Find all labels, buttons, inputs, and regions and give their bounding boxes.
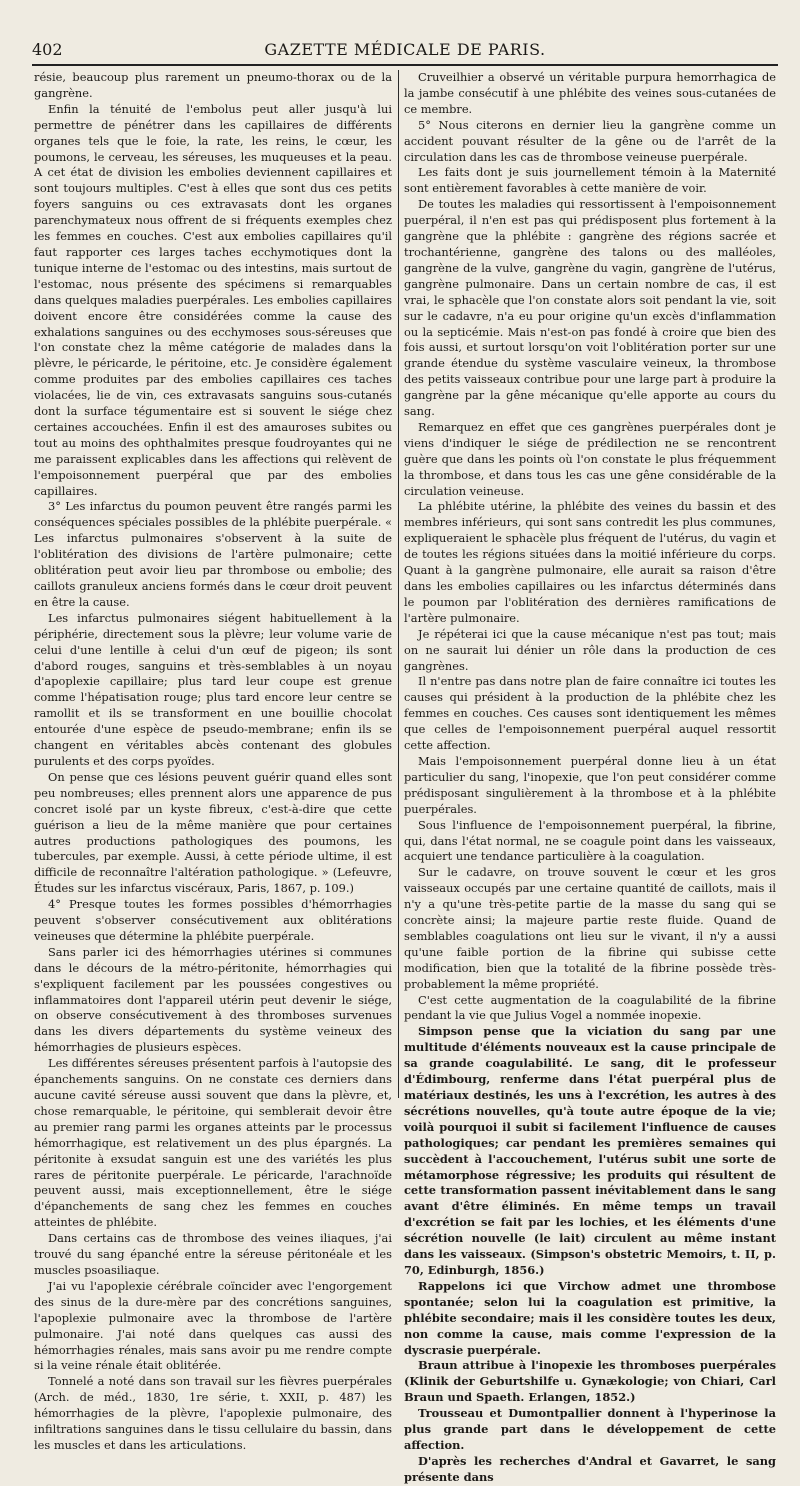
paragraph: On pense que ces lésions peuvent guérir quand elles sont peu nombreuses; elles prennent alors une apparence de pus concret isolé par un kyste fibreux, c'est-à-dire que cette guérison a lieu de la même manière que pour certaines autres productions pathologiques des poumons, les tubercules, par exemple. Aussi, à cette période ultime, il est difficile de reconnaître l'altération pathologique. » (Lefeuvre, Études sur les infarctus viscéraux, Paris, 1867, p. 109.) — [34, 769, 392, 896]
paragraph: Les infarctus pulmonaires siégent habituellement à la périphérie, directement sous la plèvre; leur volume varie de celui d'une lentille à celui d'un œuf de pigeon; ils sont d'abord rouges, sanguins et très-semblables à un noyau d'apoplexie capillaire; plus tard leur coupe est grenue comme l'hépatisation rouge; plus tard encore leur centre se ramollit et ils se transforment en une bouillie chocolat entourée d'une espèce de pseudo-membrane; enfin ils se changent en véritables abcès contenant des globules purulents et des corps pyoïdes. — [34, 610, 392, 768]
page-number: 402 — [32, 40, 63, 59]
paragraph: Sans parler ici des hémorrhagies utérines si communes dans le décours de la métro-péritonite, hémorrhagies qui s'expliquent facilement par les poussées congestives ou inflammatoires dont l'appareil utérin peut devenir le siége, on observe consécutivement à des thromboses survenues dans les divers départements du système veineux des hémorrhagies de plusieurs espèces. — [34, 944, 392, 1055]
paragraph: Sous l'influence de l'empoisonnement puerpéral, la fibrine, qui, dans l'état normal, ne se coagule point dans les vaisseaux, acquiert une tendance particulière à la coagulation. — [404, 817, 776, 864]
paragraph: Remarquez en effet que ces gangrènes puerpérales dont je viens d'indiquer le siége de prédilection ne se rencontrent guère que dans les points où l'on constate le plus fréquemment la thrombose, et dans tous les cas une gêne considérable de la circulation veineuse. — [404, 419, 776, 498]
paragraph: Mais l'empoisonnement puerpéral donne lieu à un état particulier du sang, l'inopexie, que l'on peut considérer comme prédisposant singulièrement à la thrombose et à la phlébite puerpérales. — [404, 753, 776, 816]
right-column — [404, 70, 776, 1484]
paragraph: 5° Nous citerons en dernier lieu la gangrène comme un accident pouvant résulter de la gêne ou de l'arrêt de la circulation dans les cas de thrombose veineuse puerpérale. — [404, 117, 776, 164]
paragraph: Sur le cadavre, on trouve souvent le cœur et les gros vaisseaux occupés par une certaine quantité de caillots, mais il n'y a qu'une très-petite partie de la masse du sang qui se concrète ainsi; la majeure partie reste fluide. Quand de semblables coagulations ont lieu sur le vivant, il n'y a aussi qu'une faible portion de la fibrine qui subisse cette modification, bien que la totalité de la fibrine possède très-probablement la même propriété. — [404, 865, 776, 991]
left-column — [34, 70, 392, 1452]
paragraph: Enfin la ténuité de l'embolus peut aller jusqu'à lui permettre de pénétrer dans les capillaires de différents organes tels que le foie, la rate, les reins, le cœur, les poumons, le cerveau, les séreuses, les muqueuses et la peau. A cet état de division les embolies deviennent capillaires et sont toujours multiples. C'est à elles que sont dus ces petits foyers sanguins ou ces extravasats dont les organes parenchymateux nous offrent de si fréquents exemples chez les femmes en couches. C'est aux embolies capillaires qu'il faut rapporter ces larges taches ecchymotiques dont la tunique interne de l'estomac ou des intestins, mais surtout de l'estomac, nous présente des spécimens si remarquables dans quelques maladies puerpérales. Les embolies capillaires doivent encore être considérées comme la cause des exhalations sanguines ou des ecchymoses sous-séreuses que l'on constate chez la même catégorie de malades dans la plèvre, le péricarde, le péritoine, etc. Je considère également comme produites par des embolies capillaires ces taches violacées, lie de vin, ces extravasats sanguins sous-cutanés dont la surface tégumentaire est si souvent le siége chez certaines accouchées. Enfin il est des amauroses subites ou tout au moins des ophthalmites presque foudroyantes qui ne me paraissent explicables dans les affections qui relèvent de l'empoisonnement puerpéral que par des embolies capillaires. — [34, 101, 392, 498]
paragraph: Cruveilhier a observé un véritable purpura hemorrhagica de la jambe consécutif à une phlébite des veines sous-cutanées de ce membre. — [404, 70, 776, 116]
paragraph: Je répéterai ici que la cause mécanique n'est pas tout; mais on ne saurait lui dénier un rôle dans la production de ces gangrènes. — [404, 626, 776, 673]
paragraph: Rappelons ici que Virchow admet une thrombose spontanée; selon lui la coagulation est primitive, la phlébite secondaire; mais il les considère toutes les deux, non comme la cause, mais comme l'expression de la dyscrasie puerpérale. — [404, 1278, 776, 1357]
paragraph: D'après les recherches d'Andral et Gavarret, le sang présente dans — [404, 1453, 776, 1484]
page-header — [32, 40, 778, 66]
paragraph: J'ai vu l'apoplexie cérébrale coïncider avec l'engorgement des sinus de la dure-mère par des concrétions sanguines, l'apoplexie pulmonaire avec la thrombose de l'artère pulmonaire. J'ai noté dans quelques cas aussi des hémorrhagies rénales, mais sans avoir pu me rendre compte si la veine rénale était oblitérée. — [34, 1278, 392, 1373]
journal-title: GAZETTE MÉDICALE DE PARIS. — [264, 40, 546, 59]
paragraph: 4° Presque toutes les formes possibles d'hémorrhagies peuvent s'observer consécutivement aux oblitérations veineuses que détermine la phlébite puerpérale. — [34, 897, 392, 943]
paragraph: Les faits dont je suis journellement témoin à la Maternité sont entièrement favorables à cette manière de voir. — [404, 165, 776, 196]
paragraph: Trousseau et Dumontpallier donnent à l'hyperinose la plus grande part dans le développement de cette affection. — [404, 1406, 776, 1452]
paragraph: Tonnelé a noté dans son travail sur les fièvres puerpérales (Arch. de méd., 1830, 1re série, t. XXII, p. 487) les hémorrhagies de la plèvre, l'apoplexie pulmonaire, des infiltrations sanguines dans le tissu cellulaire du bassin, dans les muscles et dans les articulations. — [34, 1374, 392, 1452]
paragraph: 3° Les infarctus du poumon peuvent être rangés parmi les conséquences spéciales possibles de la phlébite puerpérale. « Les infarctus pulmonaires s'observent à la suite de l'oblitération des divisions de l'artère pulmonaire; cette oblitération peut avoir lieu par thrombose ou embolie; des caillots granuleux anciens formés dans le cœur droit peuvent en être la cause. — [34, 499, 392, 609]
paragraph: C'est cette augmentation de la coagulabilité de la fibrine pendant la vie que Julius Vogel a nommée inopexie. — [404, 992, 776, 1023]
paragraph: Il n'entre pas dans notre plan de faire connaître ici toutes les causes qui président à la production de la phlébite chez les femmes en couches. Ces causes sont identiquement les mêmes que celles de l'empoisonnement puerpéral auquel ressortit cette affection. — [404, 674, 776, 753]
paragraph: De toutes les maladies qui ressortissent à l'empoisonnement puerpéral, il n'en est pas qui prédisposent plus fortement à la gangrène que la phlébite : gangrène des régions sacrée et trochantérienne, gangrène des talons ou des malléoles, gangrène de la vulve, gangrène du vagin, gangrène de l'utérus, gangrène pulmonaire. Dans un certain nombre de cas, il est vrai, le sphacèle que l'on constate alors soit pendant la vie, soit sur le cadavre, n'a eu pour origine qu'un excès d'inflammation ou la septicémie. Mais n'est-on pas fondé à croire que bien des fois aussi, et surtout lorsqu'on voit l'oblitération porter sur une grande étendue du système vasculaire veineux, la thrombose des petits vaisseaux contribue pour une large part à produire la gangrène par la gêne mécanique qu'elle apporte au cours du sang. — [404, 197, 776, 419]
paragraph: résie, beaucoup plus rarement un pneumo-thorax ou de la gangrène. — [34, 70, 392, 100]
paragraph: Braun attribue à l'inopexie les thromboses puerpérales (Klinik der Geburtshilfe u. Gynækologie; von Chiari, Carl Braun und Spaeth. Erlangen, 1852.) — [404, 1358, 776, 1405]
paragraph: La phlébite utérine, la phlébite des veines du bassin et des membres inférieurs, qui sont sans contredit les plus communes, expliqueraient le sphacèle plus fréquent de l'utérus, du vagin et de toutes les régions situées dans la moitié inférieure du corps. Quant à la gangrène pulmonaire, elle aurait sa raison d'être dans les embolies capillaires ou les infarctus déterminés dans le poumon par l'oblitération des dernières ramifications de l'artère pulmonaire. — [404, 499, 776, 625]
column-divider — [398, 70, 399, 1098]
paragraph: Dans certains cas de thrombose des veines iliaques, j'ai trouvé du sang épanché entre la séreuse péritonéale et les muscles psoasiliaque. — [34, 1231, 392, 1277]
paragraph: Simpson pense que la viciation du sang par une multitude d'éléments nouveaux est la cause principale de sa grande coagulabilité. Le sang, dit le professeur d'Édimbourg, renferme dans l'état puerpéral plus de matériaux destinés, les uns à l'excrétion, les autres à des sécrétions nouvelles, qu'à toute autre époque de la vie; voilà pourquoi il subit si facilement l'influence de causes pathologiques; car pendant les premières semaines qui succèdent à l'accouchement, l'utérus subit une sorte de métamorphose régressive; les produits qui résultent de cette transformation passent inévitablement dans le sang avant d'être éliminés. En même temps un travail d'excrétion se fait par les lochies, et les éléments d'une sécrétion nouvelle (le lait) circulent au même instant dans les vaisseaux. (Simpson's obstetric Memoirs, t. II, p. 70, Edinburgh, 1856.) — [404, 1024, 776, 1277]
paragraph: Les différentes séreuses présentent parfois à l'autopsie des épanchements sanguins. On ne constate ces derniers dans aucune cavité séreuse aussi souvent que dans la plèvre, et, chose remarquable, le péritoine, qui semblerait devoir être au premier rang parmi les organes atteints par le processus hémorrhagique, est relativement un des plus épargnés. La péritonite à exsudat sanguin est une des variétés les plus rares de péritonite puerpérale. Le péricarde, l'arachnoïde peuvent aussi, mais exceptionnellement, être le siége d'épanchements de sang chez les femmes en couches atteintes de phlébite. — [34, 1056, 392, 1230]
